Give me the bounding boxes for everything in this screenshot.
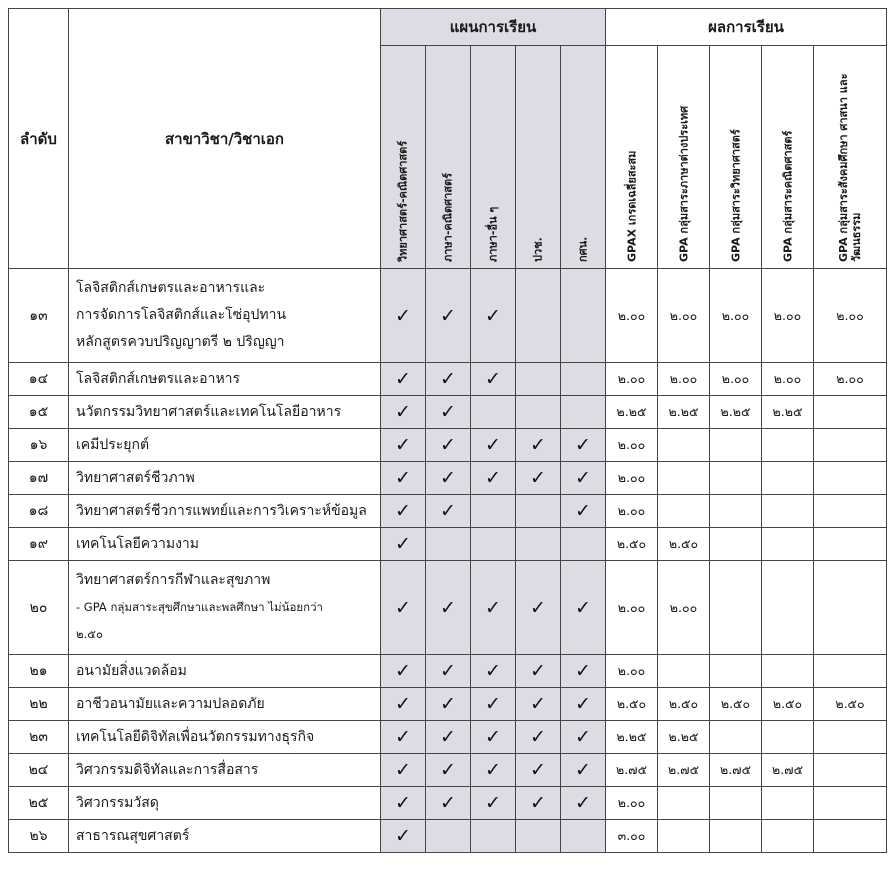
plan-check-cell xyxy=(471,787,516,820)
result-value-cell: ๒.๐๐ xyxy=(606,363,658,396)
result-value-cell xyxy=(710,495,762,528)
check-mark-icon: ✓ xyxy=(575,759,591,781)
plan-check-cell xyxy=(381,721,426,754)
check-mark-icon: ✓ xyxy=(395,368,411,390)
result-value-cell xyxy=(762,820,814,853)
result-value-cell xyxy=(658,429,710,462)
result-value-cell: ๒.๒๕ xyxy=(606,721,658,754)
check-mark-icon: ✓ xyxy=(530,726,546,748)
result-value-cell: ๒.๕๐ xyxy=(814,688,887,721)
plan-check-cell xyxy=(426,269,471,363)
check-mark-icon: ✓ xyxy=(395,693,411,715)
result-value-cell: ๒.๐๐ xyxy=(814,363,887,396)
major-name-line: หลักสูตรควบปริญญาตรี ๒ ปริญญา xyxy=(76,334,285,350)
plan-check-cell xyxy=(516,820,561,853)
check-mark-icon: ✓ xyxy=(440,401,456,423)
major-name xyxy=(69,396,381,429)
result-value-cell: ๒.๕๐ xyxy=(710,688,762,721)
result-value-cell xyxy=(762,495,814,528)
result-value-cell: ๒.๐๐ xyxy=(606,429,658,462)
plan-check-cell xyxy=(471,429,516,462)
major-name-line: นวัตกรรมวิทยาศาสตร์และเทคโนโลยีอาหาร xyxy=(76,403,342,420)
result-value-cell xyxy=(814,820,887,853)
major-name-line: โลจิสติกส์เกษตรและอาหาร xyxy=(76,370,241,387)
plan-check-cell xyxy=(381,495,426,528)
plan-check-cell xyxy=(516,528,561,561)
plan-check-cell xyxy=(426,754,471,787)
major-name-line: วิศวกรรมดิจิทัลและการสื่อสาร xyxy=(76,761,259,778)
result-value-cell: ๒.๐๐ xyxy=(658,363,710,396)
result-col-header: GPA กลุ่มสาระสังคมศึกษา ศาสนา และวัฒนธรรม xyxy=(814,46,887,269)
major-name-line: การจัดการโลจิสติกส์และโซ่อุปทาน xyxy=(76,307,287,323)
plan-check-cell xyxy=(381,396,426,429)
result-value-cell: ๒.๐๐ xyxy=(658,269,710,363)
result-value-cell xyxy=(814,787,887,820)
check-mark-icon: ✓ xyxy=(485,759,501,781)
check-mark-icon: ✓ xyxy=(485,726,501,748)
plan-check-cell xyxy=(381,528,426,561)
check-mark-icon: ✓ xyxy=(530,434,546,456)
check-mark-icon: ✓ xyxy=(530,693,546,715)
plan-check-cell xyxy=(381,688,426,721)
plan-check-cell xyxy=(471,561,516,655)
plan-check-cell xyxy=(516,754,561,787)
plan-check-cell xyxy=(561,363,606,396)
check-mark-icon: ✓ xyxy=(395,825,411,847)
result-value-cell: ๒.๒๕ xyxy=(762,396,814,429)
major-name-line: - GPA กลุ่มสาระสุขศึกษาและพลศึกษา ไม่น้อยกว่า xyxy=(76,600,324,614)
check-mark-icon: ✓ xyxy=(485,467,501,489)
result-value-cell xyxy=(710,655,762,688)
plan-check-cell xyxy=(471,688,516,721)
result-value-cell xyxy=(710,787,762,820)
major-name-line: โลจิสติกส์เกษตรและอาหารและ xyxy=(76,280,266,296)
major-name-line: ๒.๕๐ xyxy=(76,627,103,641)
result-value-cell: ๒.๐๐ xyxy=(606,495,658,528)
result-value-cell xyxy=(814,462,887,495)
check-mark-icon: ✓ xyxy=(395,726,411,748)
result-col-header: GPA กลุ่มสาระภาษาต่างประเทศ xyxy=(658,46,710,269)
result-value-cell: ๒.๐๐ xyxy=(606,462,658,495)
major-name-line: เคมีประยุกต์ xyxy=(76,436,150,453)
row-number: ๑๖ xyxy=(9,429,69,462)
major-name xyxy=(69,363,381,396)
plan-check-cell xyxy=(561,655,606,688)
check-mark-icon: ✓ xyxy=(575,500,591,522)
plan-check-cell xyxy=(471,396,516,429)
major-name-line: วิศวกรรมวัสดุ xyxy=(76,794,159,811)
plan-check-cell xyxy=(471,495,516,528)
plan-check-cell xyxy=(381,363,426,396)
plan-check-cell xyxy=(426,688,471,721)
plan-check-cell xyxy=(426,528,471,561)
check-mark-icon: ✓ xyxy=(440,693,456,715)
plan-check-cell xyxy=(471,754,516,787)
table-row xyxy=(9,655,887,688)
plan-check-cell xyxy=(516,787,561,820)
result-value-cell xyxy=(814,528,887,561)
result-value-cell xyxy=(762,462,814,495)
major-name xyxy=(69,787,381,820)
plan-check-cell xyxy=(516,495,561,528)
plan-check-cell xyxy=(561,787,606,820)
check-mark-icon: ✓ xyxy=(575,792,591,814)
result-value-cell: ๓.๐๐ xyxy=(606,820,658,853)
row-number: ๒๓ xyxy=(9,721,69,754)
result-value-cell: ๒.๗๕ xyxy=(606,754,658,787)
result-value-cell: ๒.๐๐ xyxy=(762,363,814,396)
result-value-cell: ๒.๐๐ xyxy=(814,269,887,363)
plan-check-cell xyxy=(471,269,516,363)
check-mark-icon: ✓ xyxy=(485,368,501,390)
header-study-plan: แผนการเรียน xyxy=(381,9,606,46)
check-mark-icon: ✓ xyxy=(575,434,591,456)
check-mark-icon: ✓ xyxy=(440,434,456,456)
check-mark-icon: ✓ xyxy=(530,792,546,814)
result-value-cell xyxy=(658,655,710,688)
row-number: ๑๙ xyxy=(9,528,69,561)
result-value-cell xyxy=(762,655,814,688)
row-number: ๒๕ xyxy=(9,787,69,820)
major-name-line: เทคโนโลยีดิจิทัลเพื่อนวัตกรรมทางธุรกิจ xyxy=(76,728,315,745)
major-name-line: วิทยาศาสตร์ชีวภาพ xyxy=(76,469,195,486)
row-number: ๒๖ xyxy=(9,820,69,853)
plan-check-cell xyxy=(561,820,606,853)
table-row xyxy=(9,363,887,396)
major-name xyxy=(69,269,381,363)
result-value-cell: ๒.๗๕ xyxy=(762,754,814,787)
major-name-line: อาชีวอนามัยและความปลอดภัย xyxy=(76,695,265,712)
check-mark-icon: ✓ xyxy=(395,434,411,456)
plan-check-cell xyxy=(381,269,426,363)
result-value-cell xyxy=(814,721,887,754)
major-name xyxy=(69,528,381,561)
result-value-cell: ๒.๐๐ xyxy=(606,561,658,655)
row-number: ๑๓ xyxy=(9,269,69,363)
check-mark-icon: ✓ xyxy=(575,726,591,748)
major-name xyxy=(69,754,381,787)
result-value-cell: ๒.๐๐ xyxy=(762,269,814,363)
result-value-cell xyxy=(762,787,814,820)
check-mark-icon: ✓ xyxy=(395,596,411,619)
plan-check-cell xyxy=(516,561,561,655)
plan-check-cell xyxy=(561,561,606,655)
plan-check-cell xyxy=(561,462,606,495)
plan-check-cell xyxy=(561,269,606,363)
table-row xyxy=(9,721,887,754)
plan-check-cell xyxy=(516,688,561,721)
plan-check-cell xyxy=(516,655,561,688)
result-value-cell: ๒.๒๕ xyxy=(606,396,658,429)
plan-check-cell xyxy=(426,363,471,396)
check-mark-icon: ✓ xyxy=(485,596,501,619)
check-mark-icon: ✓ xyxy=(440,660,456,682)
result-value-cell: ๒.๒๕ xyxy=(658,396,710,429)
check-mark-icon: ✓ xyxy=(395,792,411,814)
row-number: ๒๔ xyxy=(9,754,69,787)
plan-check-cell xyxy=(471,528,516,561)
result-value-cell xyxy=(762,721,814,754)
plan-col-header: ภาษา-อื่น ๆ xyxy=(471,46,516,269)
result-value-cell xyxy=(814,655,887,688)
result-value-cell xyxy=(710,429,762,462)
result-value-cell xyxy=(814,495,887,528)
row-number: ๑๕ xyxy=(9,396,69,429)
row-number: ๑๗ xyxy=(9,462,69,495)
row-number: ๒๒ xyxy=(9,688,69,721)
major-name-line: วิทยาศาสตร์การกีฬาและสุขภาพ xyxy=(76,572,271,588)
major-name xyxy=(69,721,381,754)
check-mark-icon: ✓ xyxy=(485,304,501,327)
plan-check-cell xyxy=(561,429,606,462)
result-value-cell: ๒.๗๕ xyxy=(710,754,762,787)
result-value-cell: ๒.๐๐ xyxy=(710,363,762,396)
row-number: ๑๘ xyxy=(9,495,69,528)
plan-check-cell xyxy=(516,462,561,495)
check-mark-icon: ✓ xyxy=(395,500,411,522)
result-value-cell: ๒.๐๐ xyxy=(710,269,762,363)
major-name-line: วิทยาศาสตร์ชีวการแพทย์และการวิเคราะห์ข้อมูล xyxy=(76,502,367,519)
result-value-cell: ๒.๕๐ xyxy=(606,688,658,721)
plan-check-cell xyxy=(426,655,471,688)
table-row xyxy=(9,528,887,561)
plan-col-header: กศน. xyxy=(561,46,606,269)
check-mark-icon: ✓ xyxy=(395,533,411,555)
plan-check-cell xyxy=(426,396,471,429)
result-col-header: GPAX เกรดเฉลี่ยสะสม xyxy=(606,46,658,269)
major-name-line: อนามัยสิ่งแวดล้อม xyxy=(76,662,187,679)
check-mark-icon: ✓ xyxy=(485,792,501,814)
major-name xyxy=(69,462,381,495)
result-value-cell xyxy=(814,561,887,655)
result-value-cell xyxy=(658,787,710,820)
plan-check-cell xyxy=(561,721,606,754)
plan-check-cell xyxy=(381,561,426,655)
check-mark-icon: ✓ xyxy=(440,596,456,619)
check-mark-icon: ✓ xyxy=(395,759,411,781)
result-value-cell: ๒.๕๐ xyxy=(658,688,710,721)
plan-check-cell xyxy=(426,787,471,820)
table-row xyxy=(9,820,887,853)
plan-check-cell xyxy=(381,429,426,462)
check-mark-icon: ✓ xyxy=(440,368,456,390)
table-row xyxy=(9,396,887,429)
check-mark-icon: ✓ xyxy=(440,467,456,489)
major-name xyxy=(69,495,381,528)
table-row xyxy=(9,429,887,462)
plan-check-cell xyxy=(561,495,606,528)
result-value-cell: ๒.๕๐ xyxy=(762,688,814,721)
plan-check-cell xyxy=(426,462,471,495)
major-name-line: สาธารณสุขศาสตร์ xyxy=(76,827,190,844)
check-mark-icon: ✓ xyxy=(440,726,456,748)
result-value-cell xyxy=(658,820,710,853)
plan-check-cell xyxy=(516,721,561,754)
plan-check-cell xyxy=(426,820,471,853)
check-mark-icon: ✓ xyxy=(395,401,411,423)
table-row xyxy=(9,787,887,820)
check-mark-icon: ✓ xyxy=(530,596,546,619)
plan-col-header: วิทยาศาสตร์-คณิตศาสตร์ xyxy=(381,46,426,269)
result-value-cell: ๒.๕๐ xyxy=(658,528,710,561)
plan-check-cell xyxy=(471,820,516,853)
result-value-cell xyxy=(710,561,762,655)
major-name xyxy=(69,429,381,462)
result-value-cell xyxy=(658,462,710,495)
result-value-cell xyxy=(658,495,710,528)
plan-check-cell xyxy=(381,787,426,820)
check-mark-icon: ✓ xyxy=(395,467,411,489)
plan-check-cell xyxy=(561,754,606,787)
check-mark-icon: ✓ xyxy=(575,660,591,682)
plan-check-cell xyxy=(516,396,561,429)
result-value-cell: ๒.๐๐ xyxy=(606,655,658,688)
result-value-cell xyxy=(814,429,887,462)
table-row xyxy=(9,754,887,787)
result-value-cell: ๒.๐๐ xyxy=(606,787,658,820)
check-mark-icon: ✓ xyxy=(485,434,501,456)
plan-col-header: ปวช. xyxy=(516,46,561,269)
result-value-cell xyxy=(710,528,762,561)
result-value-cell: ๒.๐๐ xyxy=(606,269,658,363)
result-value-cell xyxy=(710,820,762,853)
header-major: สาขาวิชา/วิชาเอก xyxy=(69,9,381,269)
check-mark-icon: ✓ xyxy=(575,467,591,489)
plan-check-cell xyxy=(516,429,561,462)
major-name-line: เทคโนโลยีความงาม xyxy=(76,535,200,552)
plan-check-cell xyxy=(561,396,606,429)
check-mark-icon: ✓ xyxy=(395,304,411,327)
result-value-cell xyxy=(762,561,814,655)
plan-check-cell xyxy=(381,462,426,495)
table-row xyxy=(9,495,887,528)
result-value-cell xyxy=(710,462,762,495)
result-value-cell: ๒.๒๕ xyxy=(658,721,710,754)
result-value-cell: ๒.๒๕ xyxy=(710,396,762,429)
plan-check-cell xyxy=(471,462,516,495)
plan-check-cell xyxy=(381,655,426,688)
check-mark-icon: ✓ xyxy=(440,792,456,814)
check-mark-icon: ✓ xyxy=(485,693,501,715)
plan-col-header: ภาษา-คณิตศาสตร์ xyxy=(426,46,471,269)
check-mark-icon: ✓ xyxy=(575,693,591,715)
plan-check-cell xyxy=(471,655,516,688)
table-row xyxy=(9,561,887,655)
plan-check-cell xyxy=(471,721,516,754)
check-mark-icon: ✓ xyxy=(575,596,591,619)
result-col-header: GPA กลุ่มสาระวิทยาศาสตร์ xyxy=(710,46,762,269)
check-mark-icon: ✓ xyxy=(530,759,546,781)
row-number: ๑๔ xyxy=(9,363,69,396)
result-value-cell xyxy=(710,721,762,754)
row-number: ๒๐ xyxy=(9,561,69,655)
check-mark-icon: ✓ xyxy=(530,660,546,682)
plan-check-cell xyxy=(426,429,471,462)
row-number: ๒๑ xyxy=(9,655,69,688)
major-name xyxy=(69,820,381,853)
admission-table xyxy=(8,8,887,853)
major-name xyxy=(69,688,381,721)
header-no: ลำดับ xyxy=(9,9,69,269)
result-value-cell: ๒.๐๐ xyxy=(658,561,710,655)
result-value-cell: ๒.๕๐ xyxy=(606,528,658,561)
result-value-cell: ๒.๗๕ xyxy=(658,754,710,787)
check-mark-icon: ✓ xyxy=(440,500,456,522)
table-row xyxy=(9,269,887,363)
result-value-cell xyxy=(762,429,814,462)
result-col-header: GPA กลุ่มสาระคณิตศาสตร์ xyxy=(762,46,814,269)
plan-check-cell xyxy=(516,363,561,396)
check-mark-icon: ✓ xyxy=(395,660,411,682)
result-value-cell xyxy=(814,754,887,787)
plan-check-cell xyxy=(381,754,426,787)
plan-check-cell xyxy=(426,561,471,655)
plan-check-cell xyxy=(561,528,606,561)
check-mark-icon: ✓ xyxy=(530,467,546,489)
table-row xyxy=(9,688,887,721)
check-mark-icon: ✓ xyxy=(485,660,501,682)
major-name xyxy=(69,655,381,688)
plan-check-cell xyxy=(561,688,606,721)
table-row xyxy=(9,462,887,495)
check-mark-icon: ✓ xyxy=(440,304,456,327)
check-mark-icon: ✓ xyxy=(440,759,456,781)
plan-check-cell xyxy=(426,721,471,754)
major-name xyxy=(69,561,381,655)
result-value-cell xyxy=(814,396,887,429)
result-value-cell xyxy=(762,528,814,561)
plan-check-cell xyxy=(516,269,561,363)
plan-check-cell xyxy=(426,495,471,528)
plan-check-cell xyxy=(381,820,426,853)
header-study-result: ผลการเรียน xyxy=(606,9,887,46)
plan-check-cell xyxy=(471,363,516,396)
